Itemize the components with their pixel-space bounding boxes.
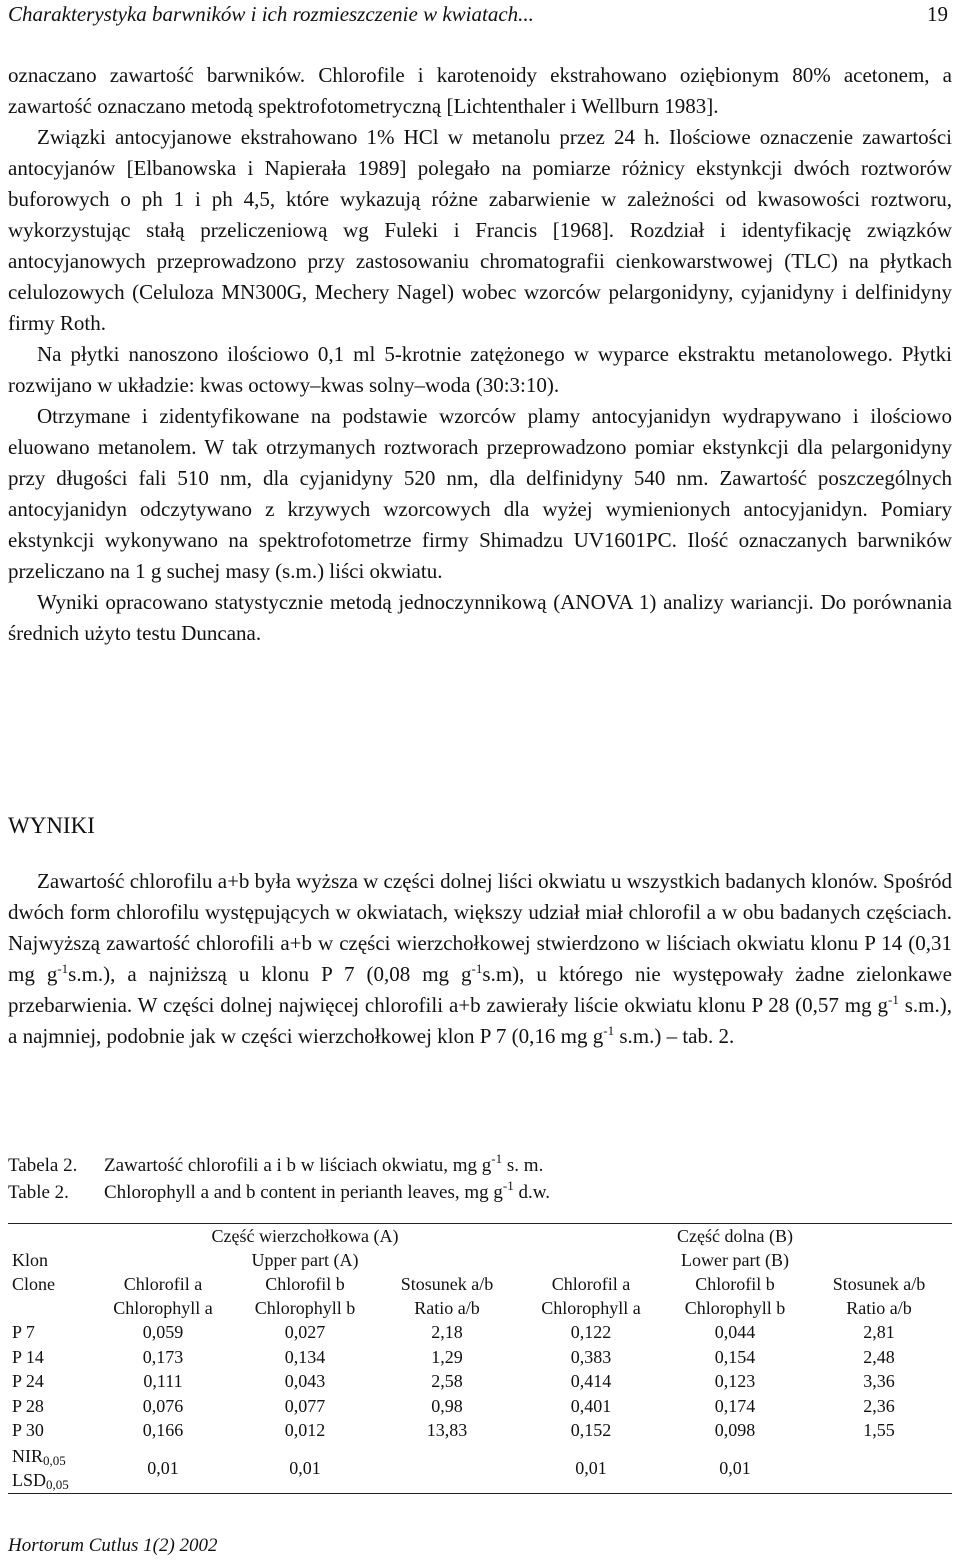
results-text: s.m.), a najmniej, podobnie jak w części wierzchołkowej klon P 7 (0,16 mg g <box>8 993 952 1048</box>
caption-label: Tabela 2. <box>8 1155 78 1176</box>
cell-value: 2,48 <box>863 1346 895 1367</box>
header-ratio-pl: Stosunek a/b <box>832 1274 926 1294</box>
header-ratio-en: Ratio a/b <box>846 1298 912 1318</box>
cell-value: 0,152 <box>570 1420 612 1441</box>
cell-clone: P 24 <box>12 1371 44 1392</box>
cell-value: 1,29 <box>431 1346 463 1367</box>
cell-value: 0,076 <box>142 1395 184 1416</box>
header-group-upper-en: Upper part (A) <box>251 1250 359 1270</box>
cell-clone: P 30 <box>12 1420 44 1441</box>
header-clone <box>8 1224 92 1321</box>
cell-value: 0,174 <box>714 1395 756 1416</box>
caption-english <box>8 1179 952 1206</box>
exponent: -1 <box>888 992 899 1007</box>
cell-value: 0,414 <box>570 1371 612 1392</box>
exponent: -1 <box>471 961 483 976</box>
running-title: Charakterystyka barwników i ich rozmieszczenie w kwiatach... <box>8 2 534 26</box>
significance-level: 0,05 <box>46 1476 69 1492</box>
table-row <box>8 1418 952 1443</box>
table-caption <box>8 1152 952 1206</box>
exponent: -1 <box>603 1023 615 1038</box>
header-group-lower-pl: Część dolna (B) <box>518 1224 952 1249</box>
caption-tail: d.w. <box>513 1182 551 1203</box>
header-group-upper-pl: Część wierzchołkowa (A) <box>92 1224 518 1249</box>
cell-value: 2,58 <box>431 1371 463 1392</box>
header-clone-pl: Klon <box>12 1250 48 1270</box>
cell-value: 3,36 <box>863 1371 895 1392</box>
exponent: -1 <box>502 1178 514 1193</box>
cell-value: 0,044 <box>714 1322 756 1343</box>
cell-value: 0,027 <box>284 1322 326 1343</box>
cell-value: 0,111 <box>143 1371 183 1392</box>
cell-value: 2,18 <box>431 1322 463 1343</box>
header-chla-en: Chlorophyll a <box>541 1298 641 1318</box>
results-section <box>8 866 952 1052</box>
chlorophyll-table <box>8 1223 952 1494</box>
cell-value: 0,401 <box>570 1395 612 1416</box>
caption-tail: s. m. <box>502 1155 544 1176</box>
header-chlb-pl: Chlorofil b <box>695 1274 775 1294</box>
nir-label: NIR <box>12 1445 43 1466</box>
cell-value: 0,043 <box>284 1371 326 1392</box>
cell-value: 0,01 <box>234 1443 376 1494</box>
cell-value: 0,01 <box>664 1443 806 1494</box>
cell-value: 0,059 <box>142 1322 184 1343</box>
cell-clone: P 14 <box>12 1346 44 1367</box>
cell-value: 0,134 <box>284 1346 326 1367</box>
table-row <box>8 1345 952 1370</box>
methods-paragraph: oznaczano zawartość barwników. Chlorofile i karotenoidy ekstrahowano oziębionym 80% acetonem, a zawartość oznaczano metodą spektrofotometryczną [Lichtenthaler i Wellburn 1983]. <box>8 63 952 118</box>
header-chlb-pl: Chlorofil b <box>265 1274 345 1294</box>
cell-value: 2,36 <box>863 1395 895 1416</box>
cell-value: 0,077 <box>284 1395 326 1416</box>
methods-paragraph: Otrzymane i zidentyfikowane na podstawie wzorców plamy antocyjanidyn wydrapywano i ilościowo eluowano metanolem. W tak otrzymanych roztworach przeprowadzono pomiar ekstynkcji dla pelargonidyny przy długości fali 510 nm, dla cyjanidyny 520 nm, dla delfinidyny 540 nm. Zawartość poszczególnych antocyjanidyn odczytywano z krzywych wzorcowych dla wyżej wymienionych antocyjanidyn. Pomiary ekstynkcji wykonywano na spektrofotometrze firmy Shimadzu UV1601PC. Ilość oznaczanych barwników przeliczano na 1 g suchej masy (s.m.) liści okwiatu. <box>8 404 952 583</box>
header-clone-en: Clone <box>12 1274 55 1294</box>
table-header-row <box>8 1248 952 1272</box>
journal-footer: Hortorum Cutlus 1(2) 2002 <box>8 1535 218 1556</box>
cell-clone: P 7 <box>12 1322 35 1343</box>
exponent: -1 <box>57 961 69 976</box>
cell-value <box>806 1443 952 1494</box>
header-chla-pl: Chlorofil a <box>551 1274 631 1294</box>
cell-value: 0,383 <box>570 1346 612 1367</box>
cell-value: 0,122 <box>570 1322 612 1343</box>
cell-value: 1,55 <box>863 1420 895 1441</box>
results-text: s.m.) – tab. 2. <box>614 1024 735 1048</box>
table-row <box>8 1320 952 1345</box>
methods-section <box>8 60 952 649</box>
table-row <box>8 1394 952 1419</box>
header-chla-en: Chlorophyll a <box>113 1298 213 1318</box>
methods-paragraph: Związki antocyjanowe ekstrahowano 1% HCl w metanolu przez 24 h. Ilościowe oznaczenie zawartości antocyjanów [Elbanowska i Napierała 1989] polegało na pomiarze różnicy ekstynkcji dwóch roztworów buforowych o ph 1 i ph 4,5, które wykazują różne zabarwienie w zależności od kwasowości roztworu, wykorzystując stałą przeliczeniową wg Fuleki i Francis [1968]. Rozdział i identyfikację związków antocyjanowych przeprowadzono przy zastosowaniu chromatografii cienkowarstwowej (TLC) na płytkach celulozowych (Celuloza MN300G, Mechery Nagel) wobec wzorców pelargonidyny, cyjanidyny i delfinidyny firmy Roth. <box>8 125 952 335</box>
table-row-lsd <box>8 1443 952 1494</box>
table-header-row <box>8 1296 952 1320</box>
table-row <box>8 1369 952 1394</box>
methods-paragraph: Wyniki opracowano statystycznie metodą jednoczynnikową (ANOVA 1) analizy wariancji. Do porównania średnich użyto testu Duncana. <box>8 590 952 645</box>
header-chla-pl: Chlorofil a <box>123 1274 203 1294</box>
cell-value: 0,098 <box>714 1420 756 1441</box>
cell-value: 0,98 <box>431 1395 463 1416</box>
caption-text: Chlorophyll a and b content in perianth leaves, mg g <box>104 1182 503 1203</box>
header-group-lower-en: Lower part (B) <box>681 1250 790 1270</box>
cell-value: 0,123 <box>714 1371 756 1392</box>
running-header <box>8 2 948 28</box>
results-text: s.m), u którego nie występowały żadne zielonkawe przebarwienia. W części dolnej najwięcej chlorofili a+b zawierały liście okwiatu klonu P 28 (0,57 mg g <box>8 962 952 1017</box>
cell-lsd-label <box>8 1443 92 1494</box>
header-chlb-en: Chlorophyll b <box>254 1298 356 1318</box>
header-ratio-pl: Stosunek a/b <box>400 1274 494 1294</box>
header-ratio-en: Ratio a/b <box>414 1298 480 1318</box>
header-chlb-en: Chlorophyll b <box>684 1298 786 1318</box>
cell-value: 0,173 <box>142 1346 184 1367</box>
cell-value: 0,166 <box>142 1420 184 1441</box>
caption-polish <box>8 1152 952 1179</box>
cell-value: 0,01 <box>92 1443 234 1494</box>
results-paragraph <box>8 866 952 1052</box>
cell-value: 0,154 <box>714 1346 756 1367</box>
cell-value: 0,012 <box>284 1420 326 1441</box>
caption-text: Zawartość chlorofili a i b w liściach okwiatu, mg g <box>104 1155 492 1176</box>
table-header-row <box>8 1224 952 1249</box>
table-header-row <box>8 1272 952 1296</box>
page-number: 19 <box>927 2 948 26</box>
methods-paragraph: Na płytki nanoszono ilościowo 0,1 ml 5-krotnie zatężonego w wyparce ekstraktu metanolowego. Płytki rozwijano w układzie: kwas octowy–kwas solny–woda (30:3:10). <box>8 342 952 397</box>
exponent: -1 <box>491 1151 503 1166</box>
cell-value: 2,81 <box>863 1322 895 1343</box>
caption-label: Table 2. <box>8 1182 69 1203</box>
results-text: Zawartość chlorofilu a+b była wyższa w części dolnej liści okwiatu u wszystkich badanych klonów. Spośród dwóch form chlorofilu występujących w okwiatach, większy udział miał chlorofil a w obu badanych częściach. Najwyższą zawartość chlorofili a+b w części wierzchołkowej stwierdzono w liściach okwiatu klonu P 14 (0,31 mg g <box>8 869 952 986</box>
section-heading-results: WYNIKI <box>8 813 95 838</box>
lsd-label: LSD <box>12 1469 47 1490</box>
cell-value <box>376 1443 518 1494</box>
significance-level: 0,05 <box>43 1452 66 1468</box>
cell-value: 0,01 <box>518 1443 664 1494</box>
results-text: s.m.), a najniższą u klonu P 7 (0,08 mg g <box>68 962 472 986</box>
cell-value: 13,83 <box>426 1420 468 1441</box>
cell-clone: P 28 <box>12 1395 44 1416</box>
